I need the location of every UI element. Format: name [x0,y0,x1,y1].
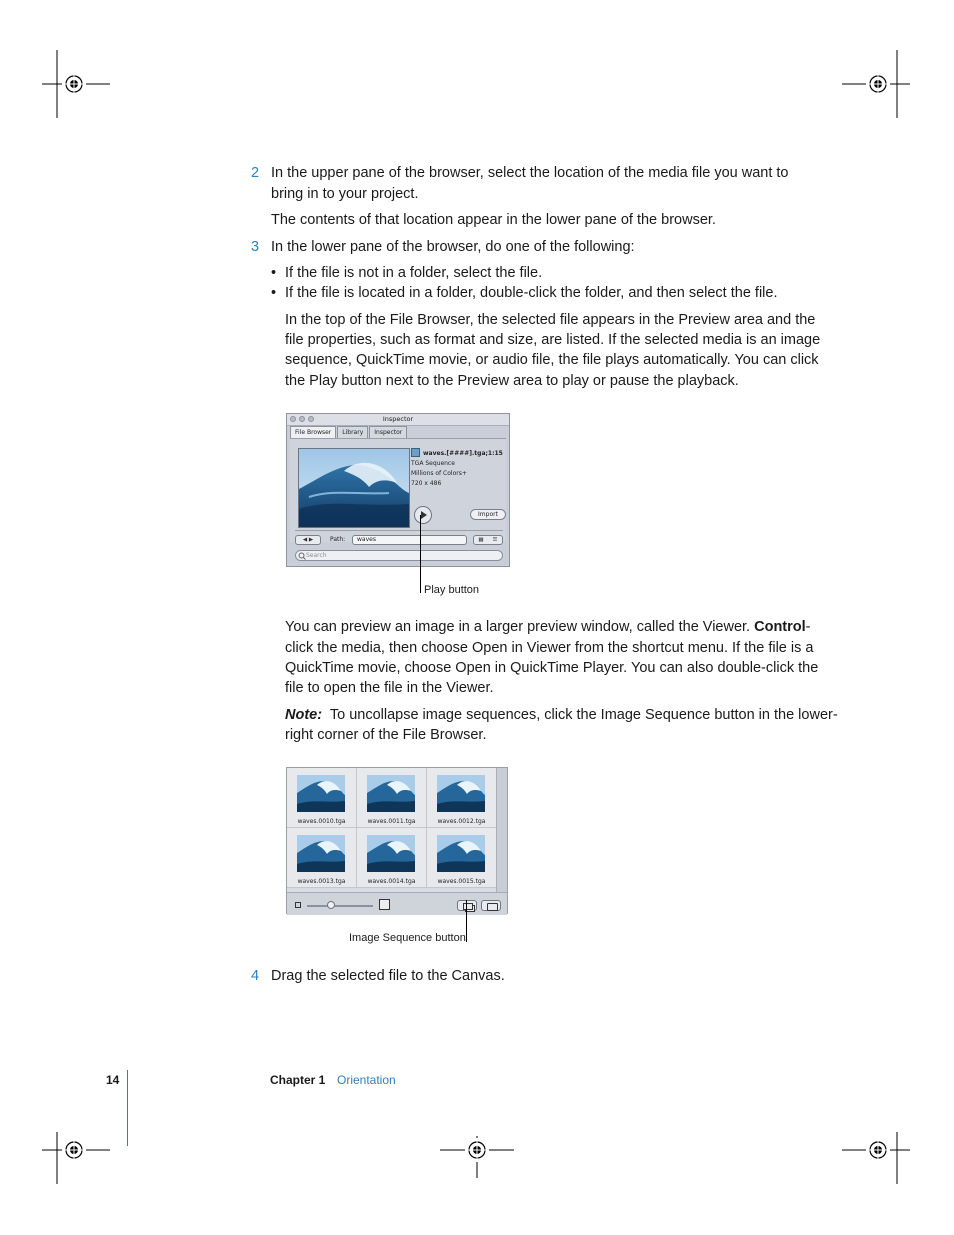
list-item[interactable] [287,828,357,888]
paragraph-line: QuickTime movie, choose Open in QuickTime Player. You can also double-click the [285,660,819,676]
bullet-item: If the file is located in a folder, double-click the folder, and then select the file. [285,285,778,301]
path-label: Path: [330,536,346,543]
tab-inspector[interactable]: Inspector [369,426,407,438]
file-properties [423,449,503,459]
new-folder-button[interactable] [481,900,501,911]
wave-thumbnail-icon [367,835,415,872]
note-label: Note: [285,707,323,723]
search-icon [298,552,306,560]
registration-mark-icon [842,1132,912,1187]
step-number: 3 [251,239,260,255]
bullet-icon: • [271,285,277,301]
preview-area [290,438,506,542]
registration-mark-icon [842,50,912,120]
registration-mark-icon [42,1132,112,1187]
paragraph-line [285,617,811,638]
paragraph-line: click the media, then choose Open in Viewer from the shortcut menu. If the file is a [285,640,814,656]
figure-caption: Play button [424,584,480,596]
scrollbar[interactable] [496,768,507,892]
wave-thumbnail-icon [437,835,485,872]
preview-image [298,448,410,528]
file-name: waves.0013.tga [297,878,346,885]
step-number: 2 [251,165,260,181]
callout-line [420,515,421,593]
wave-thumbnail-icon [367,775,415,812]
file-properties [411,459,467,489]
callout-line [466,900,467,942]
bullet-icon: • [271,265,277,281]
image-sequence-button[interactable] [457,900,477,911]
import-button[interactable]: Import [470,509,506,520]
file-icon [411,448,420,457]
file-type: TGA Sequence [411,460,455,467]
paragraph-line: In the top of the File Browser, the selected file appears in the Preview area and the [285,312,816,328]
step-number: 4 [251,968,260,984]
grid-toolbar [287,892,507,915]
note-text: To uncollapse image sequences, click the Image Sequence button in the lower- [329,707,838,723]
note-line [285,705,838,726]
bullet-item: If the file is not in a folder, select the file. [285,265,543,281]
step-text: In the lower pane of the browser, do one of the following: [271,239,635,255]
chapter-label: Chapter 1 [270,1073,326,1087]
inspector-window [286,413,510,567]
search-input[interactable]: Search [295,550,503,561]
note-line: right corner of the File Browser. [285,727,487,743]
paragraph-line: file properties, such as format and size, are listed. If the selected media is an image [285,332,821,348]
step-result-paragraph: The contents of that location appear in the lower pane of the browser. [271,212,716,228]
list-item[interactable] [357,768,427,828]
paragraph-line: file to open the file in the Viewer. [285,680,494,696]
paragraph-line: the Play button next to the Preview area to play or pause the playback. [285,373,739,389]
wave-image-icon [299,449,409,527]
large-thumbnail-icon [379,899,390,910]
wave-thumbnail-icon [297,835,345,872]
file-dimensions: 720 x 486 [411,480,442,487]
file-name: waves.0010.tga [297,818,346,825]
file-name: waves.[####].tga;1:15 [423,450,503,457]
paragraph-text: - [805,619,811,635]
wave-thumbnail-icon [437,775,485,812]
back-forward-button[interactable]: ◀ ▶ [295,535,321,545]
window-title: Inspector [382,415,414,423]
file-name: waves.0014.tga [367,878,416,885]
icon-view-icon[interactable]: ▦ [478,537,484,543]
play-button[interactable] [414,506,432,524]
registration-mark-icon [42,50,112,120]
footer-rule [127,1070,128,1146]
path-row [295,534,503,546]
wave-thumbnail-icon [297,775,345,812]
list-item[interactable] [427,828,497,888]
view-mode-buttons[interactable] [473,535,503,545]
window-titlebar [287,414,509,426]
tab-bar [290,426,408,438]
slider-knob[interactable] [327,901,335,909]
path-select[interactable]: waves [352,535,467,545]
file-name: waves.0015.tga [437,878,486,885]
thumbnail-grid-window [286,767,508,914]
list-view-icon[interactable]: ☰ [492,537,498,543]
list-item[interactable] [357,828,427,888]
thumbnail-size-slider[interactable] [307,905,373,907]
small-thumbnail-icon [295,902,301,908]
step-text: bring in to your project. [271,186,419,202]
tab-library[interactable]: Library [337,426,368,438]
file-name: waves.0011.tga [367,818,416,825]
page-number: 14 [106,1073,120,1087]
step-text: Drag the selected file to the Canvas. [271,968,505,984]
divider [295,530,503,531]
step-text: In the upper pane of the browser, select the location of the media file you want to [271,165,789,181]
paragraph-line: sequence, QuickTime movie, or audio file, the file plays automatically. You can click [285,352,819,368]
file-colors: Millions of Colors+ [411,470,467,477]
list-item[interactable] [287,768,357,828]
registration-mark-icon [440,1132,516,1187]
figure-caption: Image Sequence button [349,932,466,944]
file-name: waves.0012.tga [437,818,486,825]
key-name: Control [754,619,806,635]
tab-file-browser[interactable]: File Browser [290,426,336,438]
chapter-title: Orientation [337,1073,396,1087]
list-item[interactable] [427,768,497,828]
paragraph-text: You can preview an image in a larger preview window, called the Viewer. [285,619,755,635]
